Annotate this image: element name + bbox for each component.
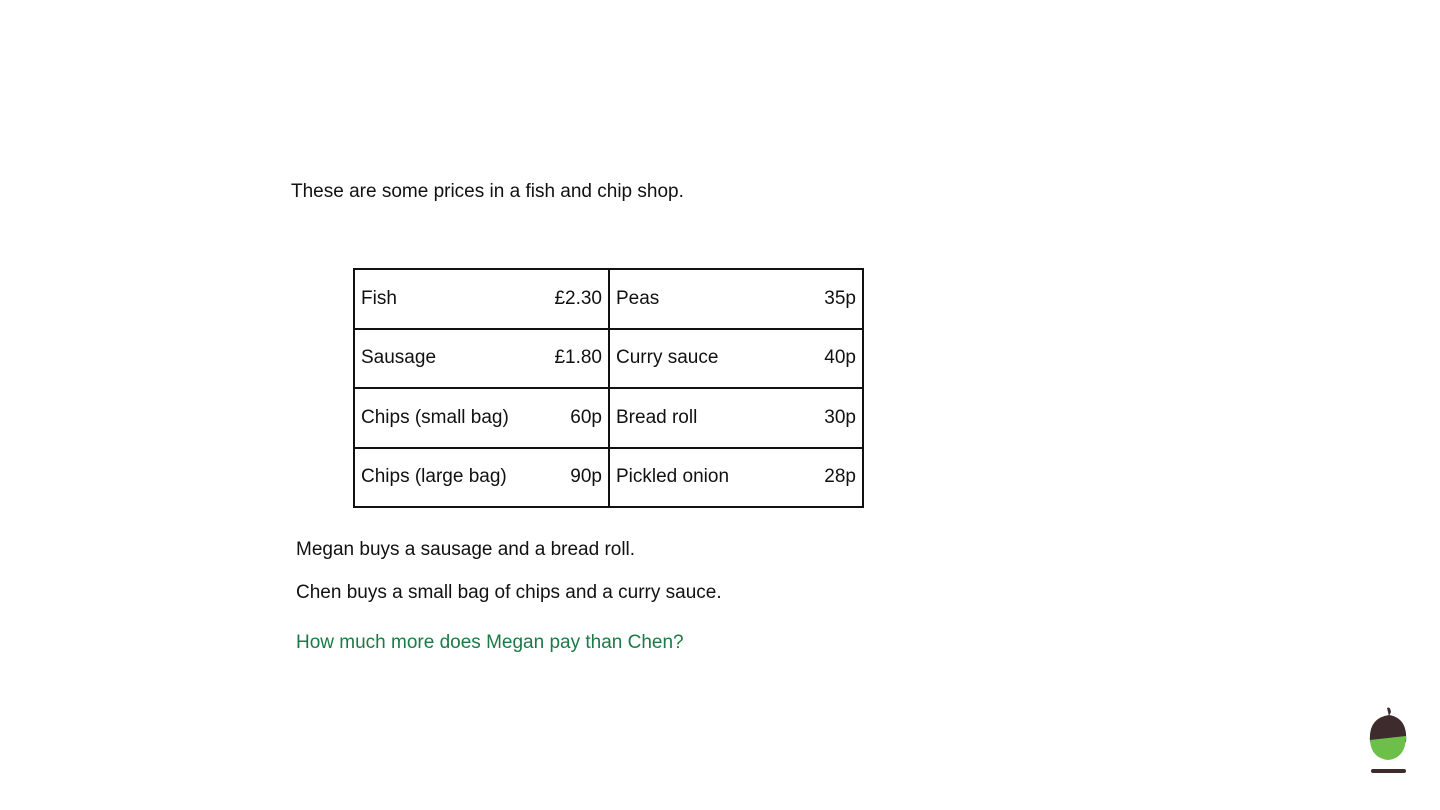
acorn-stalk	[1387, 708, 1391, 717]
item-price: 40p	[824, 347, 856, 369]
price-cell	[354, 329, 609, 389]
item-price: 35p	[824, 287, 856, 309]
item-price: 28p	[824, 466, 856, 488]
price-cell	[609, 448, 863, 508]
item-name: Chips (large bag)	[361, 466, 507, 488]
item-name: Chips (small bag)	[361, 406, 509, 428]
table-row	[354, 269, 863, 329]
item-name: Sausage	[361, 347, 437, 369]
price-cell	[354, 269, 609, 329]
price-cell	[609, 269, 863, 329]
statement-megan: Megan buys a sausage and a bread roll.	[296, 539, 636, 560]
item-price: 30p	[824, 406, 856, 428]
table-row	[354, 448, 863, 508]
item-name: Pickled onion	[616, 466, 730, 488]
price-cell	[354, 388, 609, 448]
item-price: 60p	[570, 406, 602, 428]
item-name: Peas	[616, 287, 660, 309]
intro-text: These are some prices in a fish and chip shop.	[291, 181, 684, 202]
table-row	[354, 388, 863, 448]
acorn-body	[1370, 736, 1406, 760]
item-price: £2.30	[554, 287, 602, 309]
price-cell	[609, 329, 863, 389]
item-name: Fish	[361, 287, 397, 309]
price-table	[353, 268, 864, 508]
statement-chen: Chen buys a small bag of chips and a curry sauce.	[296, 582, 722, 603]
table-row	[354, 329, 863, 389]
price-cell	[354, 448, 609, 508]
item-price: 90p	[570, 466, 602, 488]
acorn-base	[1371, 769, 1406, 773]
item-name: Bread roll	[616, 406, 698, 428]
price-cell	[609, 388, 863, 448]
acorn-logo-icon	[1366, 706, 1410, 778]
question-text: How much more does Megan pay than Chen?	[296, 632, 684, 653]
item-name: Curry sauce	[616, 347, 719, 369]
item-price: £1.80	[554, 347, 602, 369]
